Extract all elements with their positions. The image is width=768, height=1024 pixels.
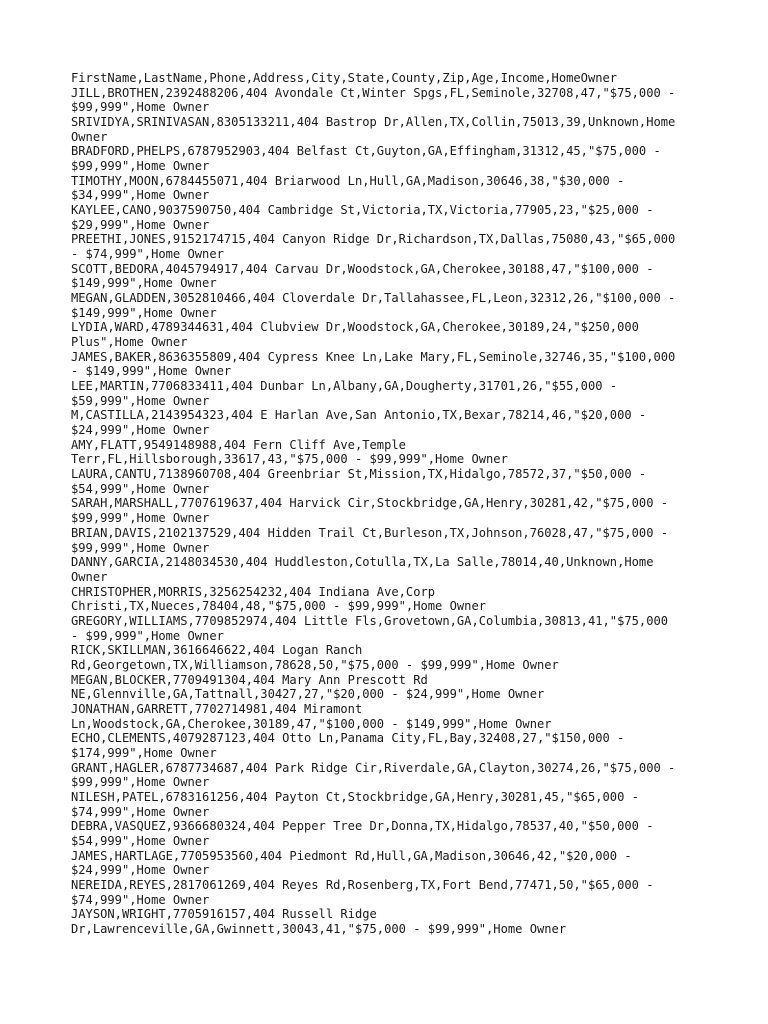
text-line: JAYSON,WRIGHT,7705916157,404 Russell Ridge bbox=[71, 907, 377, 922]
text-line: JAMES,BAKER,8636355809,404 Cypress Knee Ln,Lake Mary,FL,Seminole,32746,35,"$100,000 bbox=[71, 349, 676, 364]
text-line: $24,999",Home Owner bbox=[71, 863, 210, 878]
csv-text-page bbox=[71, 71, 711, 966]
text-line: $174,999",Home Owner bbox=[71, 745, 217, 760]
text-line: TIMOTHY,MOON,6784455071,404 Briarwood Ln,Hull,GA,Madison,30646,38,"$30,000 - bbox=[71, 173, 625, 188]
text-line: Ln,Woodstock,GA,Cherokee,30189,47,"$100,000 - $149,999",Home Owner bbox=[71, 716, 552, 731]
text-line: BRIAN,DAVIS,2102137529,404 Hidden Trail Ct,Burleson,TX,Johnson,76028,47,"$75,000 - bbox=[71, 525, 669, 540]
text-line: - $149,999",Home Owner bbox=[71, 364, 232, 379]
text-line: Rd,Georgetown,TX,Williamson,78628,50,"$75,000 - $99,999",Home Owner bbox=[71, 657, 559, 672]
text-line: $29,999",Home Owner bbox=[71, 217, 210, 232]
text-line: GREGORY,WILLIAMS,7709852974,404 Little Fls,Grovetown,GA,Columbia,30813,41,"$75,000 bbox=[71, 613, 669, 628]
text-line: MEGAN,BLOCKER,7709491304,404 Mary Ann Prescott Rd bbox=[71, 672, 428, 687]
text-line: M,CASTILLA,2143954323,404 E Harlan Ave,San Antonio,TX,Bexar,78214,46,"$20,000 - bbox=[71, 408, 647, 423]
text-line: $74,999",Home Owner bbox=[71, 804, 210, 819]
text-line: LAURA,CANTU,7138960708,404 Greenbriar St,Mission,TX,Hidalgo,78572,37,"$50,000 - bbox=[71, 467, 647, 482]
text-line: GRANT,HAGLER,6787734687,404 Park Ridge Cir,Riverdale,GA,Clayton,30274,26,"$75,000 - bbox=[71, 760, 676, 775]
text-line: $54,999",Home Owner bbox=[71, 481, 210, 496]
text-line bbox=[71, 937, 711, 952]
text-line: NE,Glennville,GA,Tattnall,30427,27,"$20,000 - $24,999",Home Owner bbox=[71, 687, 545, 702]
text-line: NEREIDA,REYES,2817061269,404 Reyes Rd,Rosenberg,TX,Fort Bend,77471,50,"$65,000 - bbox=[71, 877, 654, 892]
text-line: $149,999",Home Owner bbox=[71, 305, 217, 320]
csv-header-line: FirstName,LastName,Phone,Address,City,State,County,Zip,Age,Income,HomeOwner bbox=[71, 71, 618, 85]
text-line: $149,999",Home Owner bbox=[71, 276, 217, 291]
text-line: NILESH,PATEL,6783161256,404 Payton Ct,Stockbridge,GA,Henry,30281,45,"$65,000 - bbox=[71, 789, 639, 804]
text-line bbox=[71, 951, 711, 966]
text-line: $54,999",Home Owner bbox=[71, 833, 210, 848]
text-line: ECHO,CLEMENTS,4079287123,404 Otto Ln,Panama City,FL,Bay,32408,27,"$150,000 - bbox=[71, 731, 625, 746]
text-line: $24,999",Home Owner bbox=[71, 423, 210, 438]
text-line: Dr,Lawrenceville,GA,Gwinnett,30043,41,"$75,000 - $99,999",Home Owner bbox=[71, 921, 567, 936]
text-line: Plus",Home Owner bbox=[71, 335, 188, 350]
text-line: $99,999",Home Owner bbox=[71, 540, 210, 555]
text-line: Christi,TX,Nueces,78404,48,"$75,000 - $99,999",Home Owner bbox=[71, 599, 487, 614]
text-line: $74,999",Home Owner bbox=[71, 892, 210, 907]
text-line: JILL,BROTHEN,2392488206,404 Avondale Ct,Winter Spgs,FL,Seminole,32708,47,"$75,000 - bbox=[71, 85, 676, 100]
text-line: Owner bbox=[71, 129, 108, 144]
text-line: $34,999",Home Owner bbox=[71, 188, 210, 203]
text-line: Owner bbox=[71, 569, 108, 584]
text-line: RICK,SKILLMAN,3616646622,404 Logan Ranch bbox=[71, 643, 363, 658]
text-line: - $74,999",Home Owner bbox=[71, 247, 224, 262]
text-line: LEE,MARTIN,7706833411,404 Dunbar Ln,Albany,GA,Dougherty,31701,26,"$55,000 - bbox=[71, 379, 618, 394]
text-line: MEGAN,GLADDEN,3052810466,404 Cloverdale Dr,Tallahassee,FL,Leon,32312,26,"$100,000 - bbox=[71, 291, 676, 306]
text-line: $99,999",Home Owner bbox=[71, 159, 210, 174]
text-line: $99,999",Home Owner bbox=[71, 775, 210, 790]
text-line: $59,999",Home Owner bbox=[71, 393, 210, 408]
text-line: - $99,999",Home Owner bbox=[71, 628, 224, 643]
text-line: LYDIA,WARD,4789344631,404 Clubview Dr,Woodstock,GA,Cherokee,30189,24,"$250,000 bbox=[71, 320, 639, 335]
text-line: SRIVIDYA,SRINIVASAN,8305133211,404 Bastrop Dr,Allen,TX,Collin,75013,39,Unknown,Home bbox=[71, 115, 676, 130]
text-line: KAYLEE,CANO,9037590750,404 Cambridge St,Victoria,TX,Victoria,77905,23,"$25,000 - bbox=[71, 203, 654, 218]
text-line: DEBRA,VASQUEZ,9366680324,404 Pepper Tree Dr,Donna,TX,Hidalgo,78537,40,"$50,000 - bbox=[71, 819, 654, 834]
text-line: CHRISTOPHER,MORRIS,3256254232,404 Indiana Ave,Corp bbox=[71, 584, 436, 599]
text-line: JAMES,HARTLAGE,7705953560,404 Piedmont Rd,Hull,GA,Madison,30646,42,"$20,000 - bbox=[71, 848, 632, 863]
text-line: DANNY,GARCIA,2148034530,404 Huddleston,Cotulla,TX,La Salle,78014,40,Unknown,Home bbox=[71, 555, 654, 570]
text-line: PREETHI,JONES,9152174715,404 Canyon Ridge Dr,Richardson,TX,Dallas,75080,43,"$65,000 bbox=[71, 232, 676, 247]
text-line: BRADFORD,PHELPS,6787952903,404 Belfast Ct,Guyton,GA,Effingham,31312,45,"$75,000 - bbox=[71, 144, 661, 159]
text-line: $99,999",Home Owner bbox=[71, 511, 210, 526]
text-line: JONATHAN,GARRETT,7702714981,404 Miramont bbox=[71, 701, 363, 716]
text-line: $99,999",Home Owner bbox=[71, 100, 210, 115]
text-line: Terr,FL,Hillsborough,33617,43,"$75,000 - $99,999",Home Owner bbox=[71, 452, 508, 467]
text-line: SARAH,MARSHALL,7707619637,404 Harvick Cir,Stockbridge,GA,Henry,30281,42,"$75,000 - bbox=[71, 496, 669, 511]
text-line: SCOTT,BEDORA,4045794917,404 Carvau Dr,Woodstock,GA,Cherokee,30188,47,"$100,000 - bbox=[71, 261, 654, 276]
text-line: AMY,FLATT,9549148988,404 Fern Cliff Ave,Temple bbox=[71, 437, 406, 452]
